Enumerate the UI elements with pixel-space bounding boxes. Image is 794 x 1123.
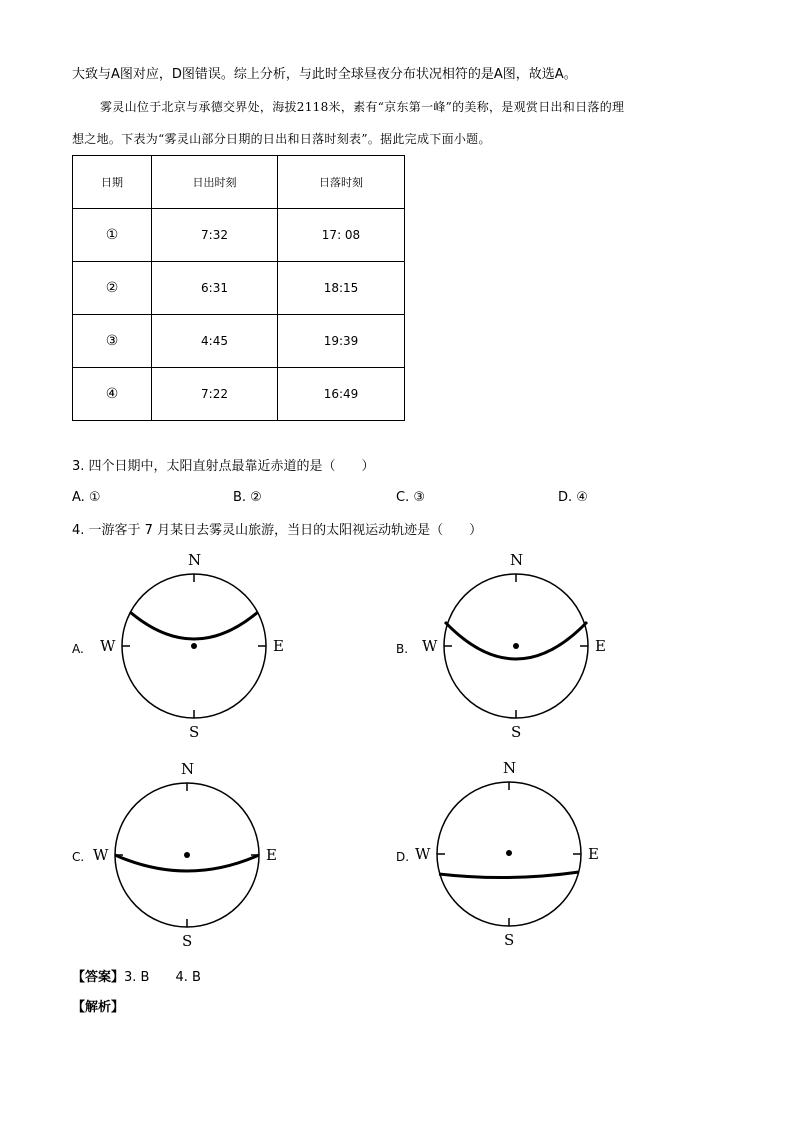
answer-line <box>72 969 201 987</box>
table-row <box>73 315 405 368</box>
cell-date: ② <box>73 262 152 315</box>
answer-text: 3. B 4. B <box>124 970 201 985</box>
q4-option-b-label[interactable]: B. <box>396 642 409 656</box>
q3-option-b[interactable]: B. ② <box>233 490 262 505</box>
question-4-stem: 4. 一游客于 7 月某日去雾灵山旅游，当日的太阳视运动轨迹是（ ） <box>72 523 483 538</box>
south-label: S <box>504 931 515 949</box>
passage-line-1: 雾灵山位于北京与承德交界处，海拔2118米，素有“京东第一峰”的美称，是观赏日出和日落的理 <box>100 100 625 114</box>
answer-label: 【答案】 <box>72 970 125 985</box>
header-sunrise: 日出时刻 <box>152 156 278 209</box>
north-label: N <box>181 760 195 778</box>
sunrise-sunset-table <box>72 155 405 421</box>
header-date: 日期 <box>73 156 152 209</box>
table-row <box>73 209 405 262</box>
analysis-label: 【解析】 <box>72 1000 125 1015</box>
q4-diagram-c[interactable] <box>93 757 293 957</box>
table-header-row <box>73 156 405 209</box>
cell-sunset: 16:49 <box>278 368 405 421</box>
south-label: S <box>189 723 200 741</box>
cell-sunset: 18:15 <box>278 262 405 315</box>
question-3-stem: 3. 四个日期中，太阳直射点最靠近赤道的是（ ） <box>72 459 375 474</box>
east-label: E <box>266 846 277 864</box>
east-label: E <box>273 637 284 655</box>
east-label: E <box>588 845 599 863</box>
east-label: E <box>595 637 606 655</box>
q3-option-d[interactable]: D. ④ <box>558 490 588 505</box>
cell-date: ③ <box>73 315 152 368</box>
cell-sunrise: 6:31 <box>152 262 278 315</box>
west-label: W <box>422 637 438 655</box>
west-label: W <box>415 845 431 863</box>
q4-option-a-label[interactable]: A. <box>72 642 84 656</box>
north-label: N <box>503 759 517 777</box>
cell-date: ④ <box>73 368 152 421</box>
south-label: S <box>511 723 522 741</box>
q3-option-c[interactable]: C. ③ <box>396 490 425 505</box>
intro-line: 大致与A图对应，D图错误。综上分析，与此时全球昼夜分布状况相符的是A图，故选A。 <box>72 67 577 82</box>
table-row <box>73 368 405 421</box>
q4-diagram-b[interactable] <box>422 548 622 748</box>
passage-line-2: 想之地。下表为“雾灵山部分日期的日出和日落时刻表”。据此完成下面小题。 <box>72 132 491 146</box>
cell-sunrise: 7:22 <box>152 368 278 421</box>
q3-option-a[interactable]: A. ① <box>72 490 101 505</box>
north-label: N <box>188 551 202 569</box>
q4-option-d-label[interactable]: D. <box>396 850 410 864</box>
cell-date: ① <box>73 209 152 262</box>
cell-sunset: 17: 08 <box>278 209 405 262</box>
north-label: N <box>510 551 524 569</box>
west-label: W <box>93 846 109 864</box>
table-row <box>73 262 405 315</box>
cell-sunset: 19:39 <box>278 315 405 368</box>
q4-diagram-d[interactable] <box>415 756 615 956</box>
cell-sunrise: 7:32 <box>152 209 278 262</box>
west-label: W <box>100 637 116 655</box>
header-sunset: 日落时刻 <box>278 156 405 209</box>
q4-diagram-a[interactable] <box>100 548 300 748</box>
south-label: S <box>182 932 193 950</box>
q4-option-c-label[interactable]: C. <box>72 850 85 864</box>
cell-sunrise: 4:45 <box>152 315 278 368</box>
